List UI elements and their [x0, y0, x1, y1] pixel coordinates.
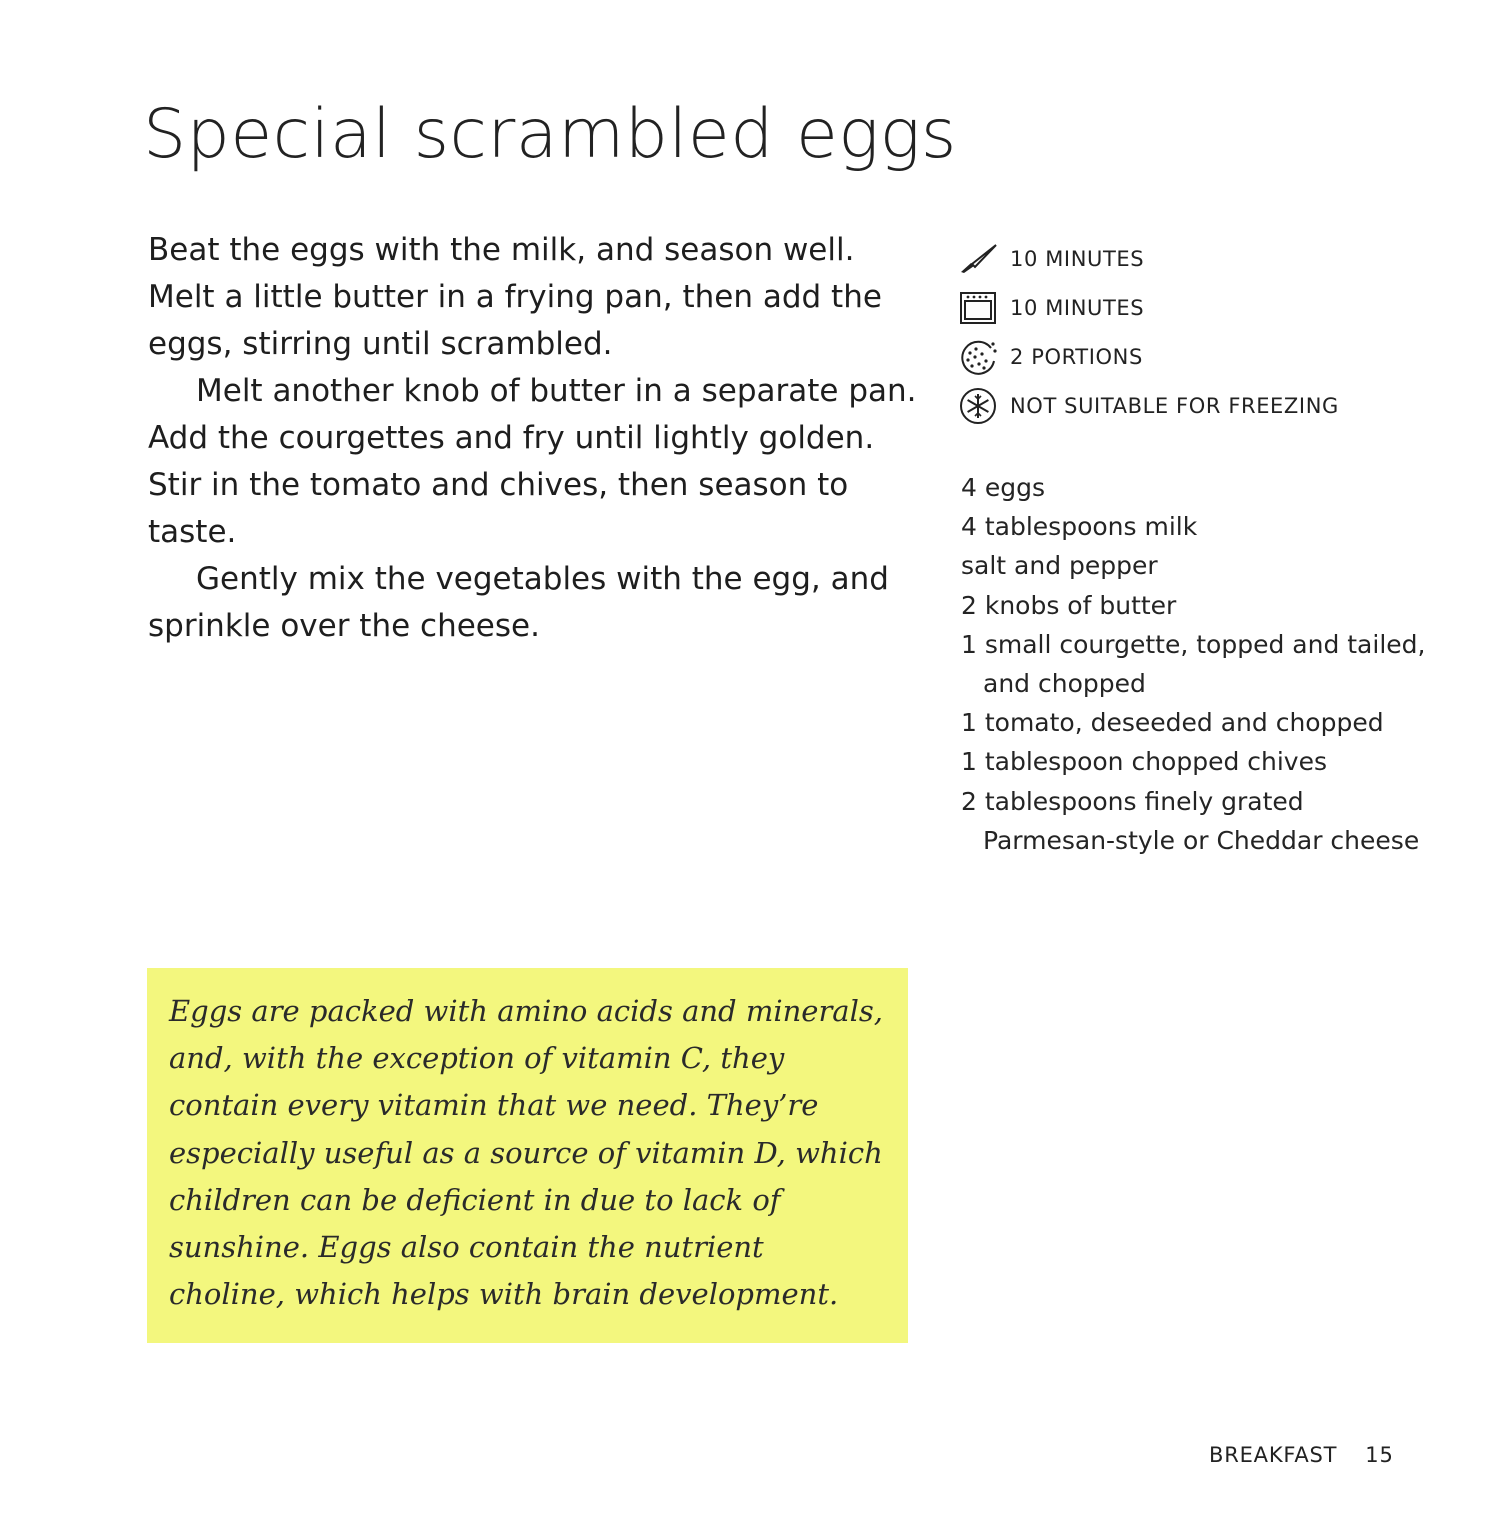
oven-icon: [958, 288, 998, 328]
ingredient-item: 1 tomato, deseeded and chopped: [961, 708, 1384, 738]
ingredient-item: salt and pepper: [961, 551, 1158, 581]
knife-icon: [958, 239, 998, 279]
portions-icon: [958, 337, 998, 377]
page-footer: [1209, 1443, 1394, 1467]
portions-label: 2 PORTIONS: [1010, 344, 1143, 369]
method-text: [148, 227, 918, 650]
ingredient-item: 1 tablespoon chopped chives: [961, 747, 1328, 777]
method-paragraph: Melt another knob of butter in a separate pan. Add the courgettes and fry until lightly golden. Stir in the tomato and chives, then season to taste.: [148, 373, 917, 550]
freezing-info: [958, 381, 1438, 430]
page-number: 15: [1365, 1443, 1394, 1467]
ingredient-item: 4 eggs: [961, 473, 1045, 502]
method-paragraph: Gently mix the vegetables with the egg, and sprinkle over the cheese.: [148, 561, 889, 644]
recipe-title: Special scrambled eggs: [143, 95, 957, 174]
recipe-meta: [958, 234, 1438, 430]
prep-time: [958, 234, 1438, 283]
nutrition-tip-box: [147, 968, 908, 1343]
cook-time: [958, 283, 1438, 332]
ingredient-list: [961, 468, 1441, 860]
cook-time-label: 10 MINUTES: [1010, 295, 1145, 320]
freezing-label: NOT SUITABLE FOR FREEZING: [1010, 393, 1339, 418]
portions: [958, 332, 1438, 381]
ingredient-item: 2 knobs of butter: [961, 590, 1177, 620]
nutrition-tip-text: Eggs are packed with amino acids and minerals, and, with the exception of vitamin C, they contain every vitamin that we need. They’re especially useful as a source of vitamin D, which children can be deficient in due to lack of sunshine. Eggs also contain the nutrient choline, which helps with brain development.: [169, 994, 883, 1312]
ingredient-item: 2 tablespoons finely grated Parmesan-style or Cheddar cheese: [961, 786, 1420, 855]
prep-time-label: 10 MINUTES: [1010, 246, 1145, 271]
method-paragraph: Beat the eggs with the milk, and season well. Melt a little butter in a frying pan, then add the eggs, stirring until scrambled.: [148, 232, 882, 362]
snowflake-icon: [958, 386, 998, 426]
section-name: BREAKFAST: [1209, 1443, 1338, 1467]
ingredient-item: 1 small courgette, topped and tailed, and chopped: [961, 629, 1426, 699]
ingredient-item: 4 tablespoons milk: [961, 512, 1198, 542]
